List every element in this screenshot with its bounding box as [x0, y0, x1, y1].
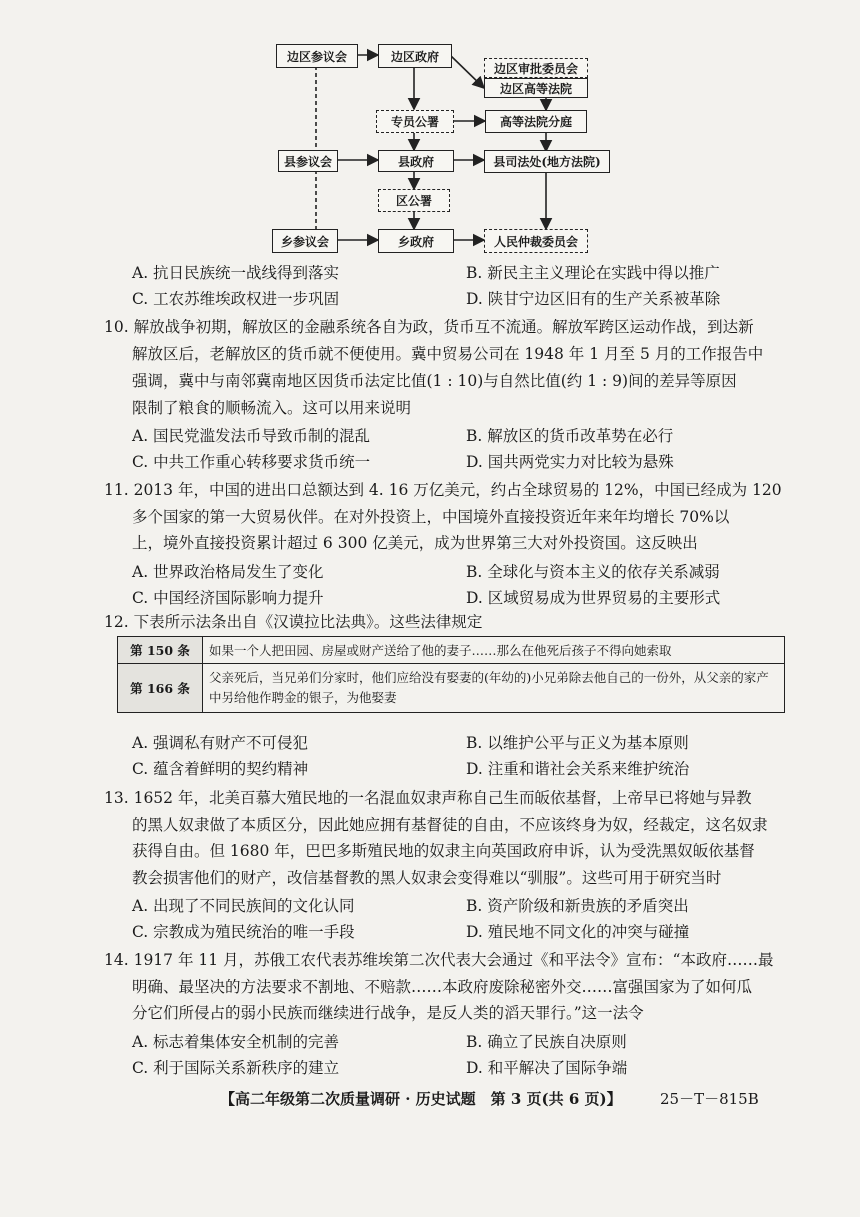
table-row [118, 664, 785, 713]
table-head-cell: 第 150 条 [118, 637, 203, 664]
box-border-government: 边区政府 [378, 44, 452, 68]
box-arbitration-committee: 人民仲裁委员会 [484, 229, 588, 253]
box-county-judicial: 县司法处(地方法院) [484, 150, 610, 173]
q9-option-c[interactable]: C. 工农苏维埃政权进一步巩固 [132, 290, 340, 308]
q12-option-b[interactable]: B. 以维护公平与正义为基本原则 [466, 734, 689, 752]
box-county-council: 县参议会 [278, 150, 338, 172]
q11-line-2: 多个国家的第一大贸易伙伴。在对外投资上，中国境外直接投资近年来年均增长 70%以 [132, 508, 730, 526]
box-county-government: 县政府 [378, 150, 454, 172]
q14-line-3: 分它们所侵占的弱小民族而继续进行战争，是反人类的滔天罪行。”这一法令 [132, 1004, 644, 1022]
table-row [118, 637, 785, 664]
q10-option-d[interactable]: D. 国共两党实力对比较为悬殊 [466, 453, 674, 471]
q11-option-a[interactable]: A. 世界政治格局发生了变化 [132, 563, 324, 581]
box-border-council: 边区参议会 [276, 44, 358, 68]
q11-option-d[interactable]: D. 区域贸易成为世界贸易的主要形式 [466, 589, 721, 607]
q12-option-a[interactable]: A. 强调私有财产不可侵犯 [132, 734, 309, 752]
q10-line-3: 强调，冀中与南邻冀南地区因货币法定比值(1 : 10)与自然比值(约 1 : 9)间的差异等原因 [132, 372, 737, 390]
q12-stem: 12. 下表所示法条出自《汉谟拉比法典》。这些法律规定 [104, 613, 483, 631]
q10-option-c[interactable]: C. 中共工作重心转移要求货币统一 [132, 453, 371, 471]
q13-option-c[interactable]: C. 宗教成为殖民统治的唯一手段 [132, 923, 355, 941]
box-border-review-committee: 边区审批委员会 [484, 58, 588, 78]
q13-option-a[interactable]: A. 出现了不同民族间的文化认同 [132, 897, 355, 915]
q12-option-c[interactable]: C. 蕴含着鲜明的契约精神 [132, 760, 309, 778]
footer-code: 25－T－815B [660, 1090, 759, 1108]
q10-option-b[interactable]: B. 解放区的货币改革势在必行 [466, 427, 674, 445]
box-border-high-court: 边区高等法院 [484, 78, 588, 98]
q12-option-d[interactable]: D. 注重和谐社会关系来维护统治 [466, 760, 690, 778]
q13-option-d[interactable]: D. 殖民地不同文化的冲突与碰撞 [466, 923, 690, 941]
q14-option-d[interactable]: D. 和平解决了国际争端 [466, 1059, 628, 1077]
q9-option-d[interactable]: D. 陕甘宁边区旧有的生产关系被革除 [466, 290, 721, 308]
q13-line-1: 13. 1652 年，北美百慕大殖民地的一名混血奴隶声称自己生而皈依基督，上帝早已将她与异教 [104, 789, 752, 807]
q14-line-2: 明确、最坚决的方法要求不割地、不赔款……本政府废除秘密外交……富强国家为了如何瓜 [132, 978, 753, 996]
q14-line-1: 14. 1917 年 11 月，苏俄工农代表苏维埃第二次代表大会通过《和平法令》宣布：“本政府……最 [104, 951, 774, 969]
box-commissioner-office: 专员公署 [376, 110, 454, 133]
q11-option-c[interactable]: C. 中国经济国际影响力提升 [132, 589, 324, 607]
footer-title: 【高二年级第二次质量调研 · 历史试题 第 3 页(共 6 页)】 [220, 1090, 622, 1108]
q11-line-1: 11. 2013 年，中国的进出口总额达到 4. 16 万亿美元，约占全球贸易的 12%，中国已经成为 120 [104, 481, 782, 499]
box-district-office: 区公署 [378, 189, 450, 212]
q11-line-3: 上，境外直接投资累计超过 6 300 亿美元，成为世界第三大对外投资国。这反映出 [132, 534, 698, 552]
q13-line-2: 的黑人奴隶做了本质区分，因此她应拥有基督徒的自由，不应该终身为奴，经裁定，这名奴隶 [132, 816, 768, 834]
q10-line-1: 10. 解放战争初期，解放区的金融系统各自为政，货币互不流通。解放军跨区运动作战，到达新 [104, 318, 754, 336]
table-text-cell: 父亲死后，当兄弟们分家时，他们应给没有娶妻的(年幼的)小兄弟除去他自己的一份外，从父亲的家产中另给他作聘金的银子，为他娶妻 [203, 664, 785, 713]
q13-line-3: 获得自由。但 1680 年，巴巴多斯殖民地的奴隶主向英国政府申诉，认为受洗黑奴皈依基督 [132, 842, 755, 860]
box-township-government: 乡政府 [378, 229, 454, 253]
q9-option-b[interactable]: B. 新民主主义理论在实践中得以推广 [466, 264, 720, 282]
q11-option-b[interactable]: B. 全球化与资本主义的依存关系减弱 [466, 563, 720, 581]
q10-option-a[interactable]: A. 国民党滥发法币导致币制的混乱 [132, 427, 371, 445]
q10-line-2: 解放区后，老解放区的货币就不便使用。冀中贸易公司在 1948 年 1 月至 5 月的工作报告中 [132, 345, 764, 363]
q14-option-b[interactable]: B. 确立了民族自决原则 [466, 1033, 627, 1051]
q9-option-a[interactable]: A. 抗日民族统一战线得到落实 [132, 264, 340, 282]
q14-option-a[interactable]: A. 标志着集体安全机制的完善 [132, 1033, 340, 1051]
q10-line-4: 限制了粮食的顺畅流入。这可以用来说明 [132, 399, 412, 417]
hammurabi-law-table [117, 636, 785, 713]
table-text-cell: 如果一个人把田园、房屋或财产送给了他的妻子……那么在他死后孩子不得向她索取 [203, 637, 785, 664]
table-head-cell: 第 166 条 [118, 664, 203, 713]
box-high-court-branch: 高等法院分庭 [485, 110, 587, 133]
q14-option-c[interactable]: C. 利于国际关系新秩序的建立 [132, 1059, 340, 1077]
box-township-council: 乡参议会 [272, 229, 338, 253]
q13-option-b[interactable]: B. 资产阶级和新贵族的矛盾突出 [466, 897, 689, 915]
q13-line-4: 教会损害他们的财产，改信基督教的黑人奴隶会变得难以“驯服”。这些可用于研究当时 [132, 869, 722, 887]
